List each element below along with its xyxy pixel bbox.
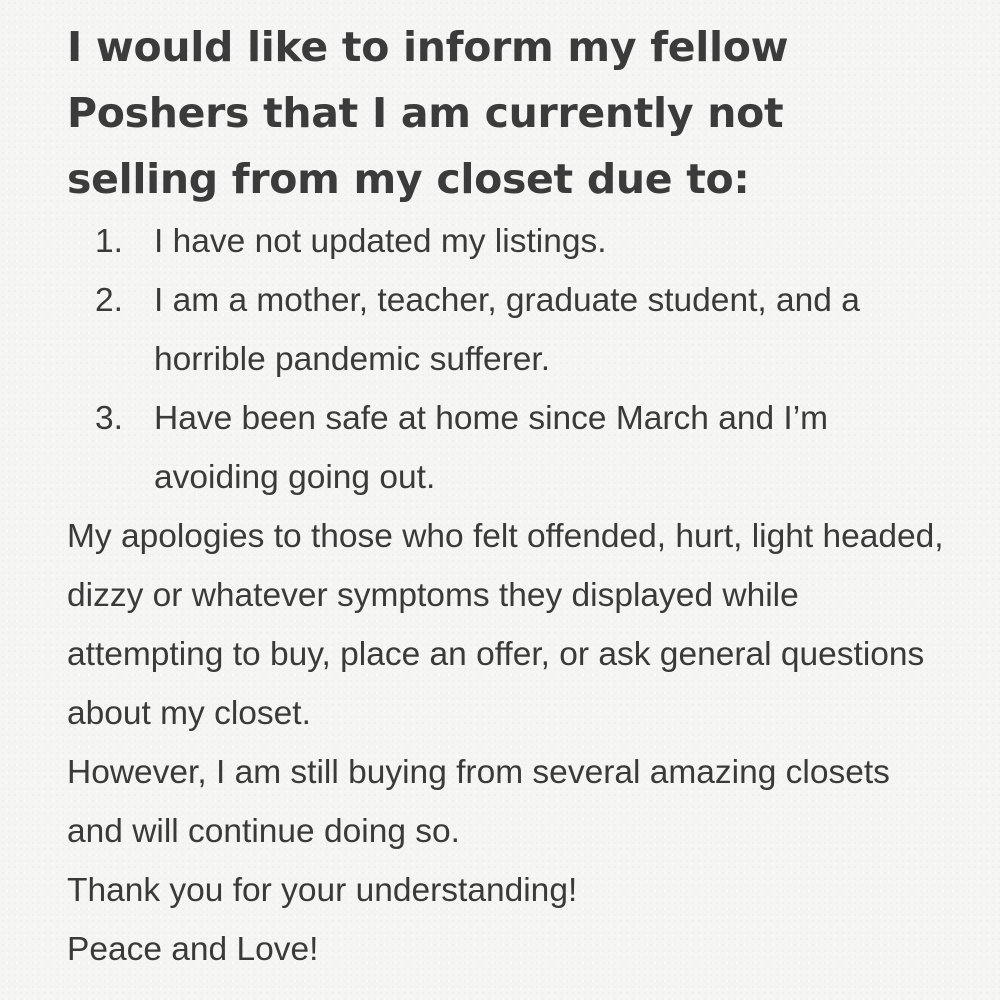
list-item-number: 3.	[95, 400, 123, 437]
list-item-text: I am a mother, teacher, graduate student, and a horrible pandemic sufferer.	[154, 282, 860, 378]
thank-you-line: Thank you for your understanding!	[67, 872, 578, 909]
list-item-number: 1.	[95, 223, 123, 260]
reasons-list	[67, 212, 947, 507]
list-item-number: 2.	[95, 282, 123, 319]
list-item	[67, 212, 947, 271]
list-item-text: I have not updated my listings.	[154, 223, 607, 260]
still-buying-paragraph: However, I am still buying from several amazing closets and will continue doing so.	[67, 754, 890, 850]
list-item	[67, 271, 947, 389]
list-item-text: Have been safe at home since March and I’m avoiding going out.	[154, 400, 829, 496]
sign-off-line: Peace and Love!	[67, 931, 319, 968]
note-heading: I would like to inform my fellow Poshers that I am currently not selling from my closet due to:	[67, 23, 789, 203]
list-item	[67, 389, 947, 507]
apology-paragraph: My apologies to those who felt offended, hurt, light headed, dizzy or whatever symptoms they displayed while attempting to buy, place an offer, or ask general questions about my closet.	[67, 518, 944, 732]
note-content[interactable]	[67, 14, 947, 979]
